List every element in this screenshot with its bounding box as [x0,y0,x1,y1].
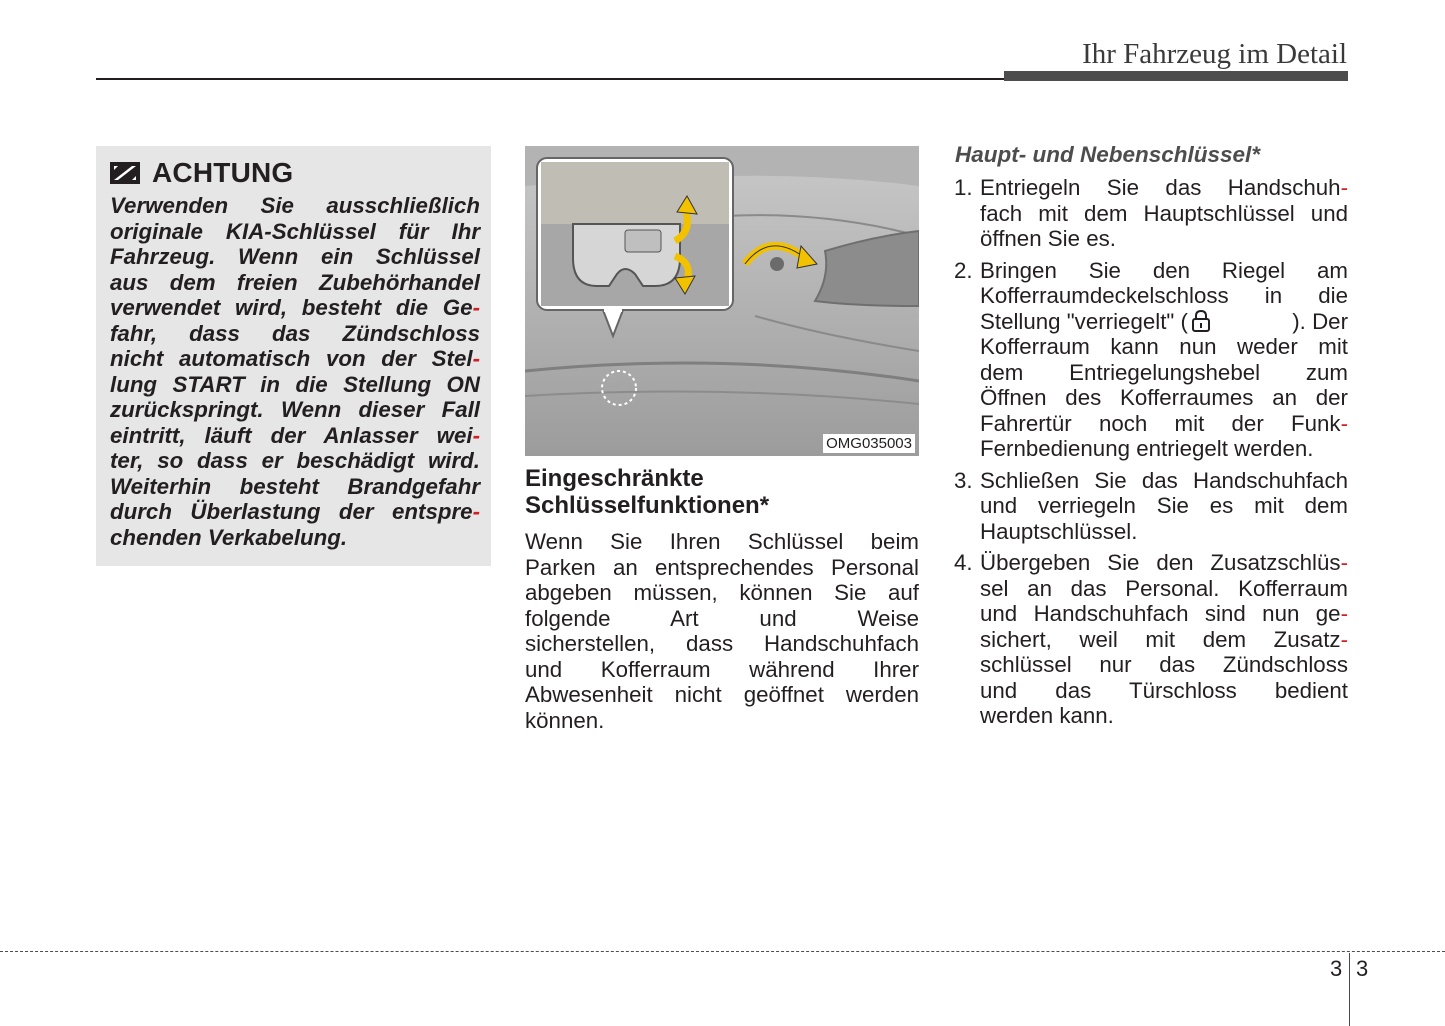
body-line: können. [525,707,605,733]
section-title-line: Eingeschränkte [525,465,704,492]
caution-line: originale KIA-Schlüssel für Ihr [110,218,480,244]
caution-line: lung START in die Stellung ON [110,371,480,397]
step-item [954,258,1348,462]
caution-line: nicht automatisch von der Stel- [110,346,480,371]
step-line: Übergeben Sie den Zusatzschlüs- [980,550,1348,575]
caution-line: aus dem freien Zubehörhandel [110,269,480,295]
caution-text [110,193,480,550]
step-item [954,550,1348,729]
step-number: 4. [954,550,973,575]
header-rule [96,78,1006,80]
body-line: Wenn Sie Ihren Schlüssel beim [525,529,919,554]
step-number: 1. [954,175,973,200]
body-line: Parken an entsprechendes Personal [525,554,919,580]
step-line: dem Entriegelungshebel zum [980,359,1348,385]
caution-icon [110,162,140,184]
caution-header [110,158,293,188]
caution-line: Weiterhin besteht Brandgefahr [110,473,480,499]
caution-box [96,146,491,566]
step-line: Entriegeln Sie das Handschuh- [980,175,1348,200]
footer-rule [0,951,1445,952]
step-line: Fernbedienung entriegelt werden. [980,436,1314,461]
figure-code: OMG035003 [823,434,915,453]
step-line: Kofferraumdeckelschloss in die [980,283,1348,308]
step-line: werden kann. [980,703,1114,728]
section-title [525,465,919,519]
caution-line: ter, so dass er beschädigt wird. [110,448,480,473]
step-line-with-icon [980,309,1348,335]
step-line: fach mit dem Hauptschlüssel und [980,200,1348,226]
body-line: Abwesenheit nicht geöffnet werden [525,682,919,707]
step-line: und Handschuhfach sind nun ge- [980,601,1348,626]
body-line: sicherstellen, dass Handschuhfach [525,631,919,656]
caution-line: fahr, dass das Zündschloss [110,320,480,346]
step-line: Hauptschlüssel. [980,518,1138,544]
step-line: und verriegeln Sie es mit dem [980,493,1348,518]
body-line: abgeben müssen, können Sie auf [525,580,919,605]
page-section-number: 3 [1330,956,1343,981]
step-line-part: Stellung "verriegelt" ( [980,308,1188,334]
step-line: sichert, weil mit dem Zusatz- [980,626,1348,652]
footer-separator [1349,953,1350,1026]
step-line: Schließen Sie das Handschuhfach [980,467,1348,493]
steps-list [954,175,1348,735]
caution-line: Fahrzeug. Wenn ein Schlüssel [110,244,480,269]
step-line: Öffnen des Kofferraumes an der [980,385,1348,410]
caution-line: durch Überlastung der entspre- [110,499,480,524]
caution-title: ACHTUNG [152,157,294,188]
page-number: 3 [1356,956,1369,981]
step-line: schlüssel nur das Zündschloss [980,652,1348,677]
lock-icon [1190,309,1212,333]
step-number: 3. [954,467,973,493]
step-number: 2. [954,257,973,283]
right-title: Haupt- und Nebenschlüssel* [955,142,1261,167]
trunk-illustration-graphic [525,146,919,456]
body-line: und Kofferraum während Ihrer [525,656,919,682]
trunk-lock-illustration [525,146,919,456]
header-title: Ihr Fahrzeug im Detail [1082,38,1347,70]
step-line: Kofferraum kann nun weder mit [980,334,1348,359]
step-line: öffnen Sie es. [980,226,1116,251]
step-line: sel an das Personal. Kofferraum [980,575,1348,601]
step-line: Bringen Sie den Riegel am [980,257,1348,283]
caution-line: eintritt, läuft der Anlasser wei- [110,422,480,448]
section-body [525,529,919,733]
caution-line: Verwenden Sie ausschließlich [110,193,480,218]
section-title-line: Schlüsselfunktionen* [525,492,770,519]
step-line: Fahrertür noch mit der Funk- [980,410,1348,436]
step-line: und das Türschloss bedient [980,677,1348,703]
step-item [954,175,1348,252]
caution-line: zurückspringt. Wenn dieser Fall [110,397,480,422]
step-line-part: ). Der [1292,308,1348,334]
step-item [954,468,1348,545]
caution-line: chenden Verkabelung. [110,524,348,550]
header-bar [1004,71,1348,81]
caution-line: verwendet wird, besteht die Ge- [110,295,480,320]
body-line: folgende Art und Weise [525,605,919,631]
